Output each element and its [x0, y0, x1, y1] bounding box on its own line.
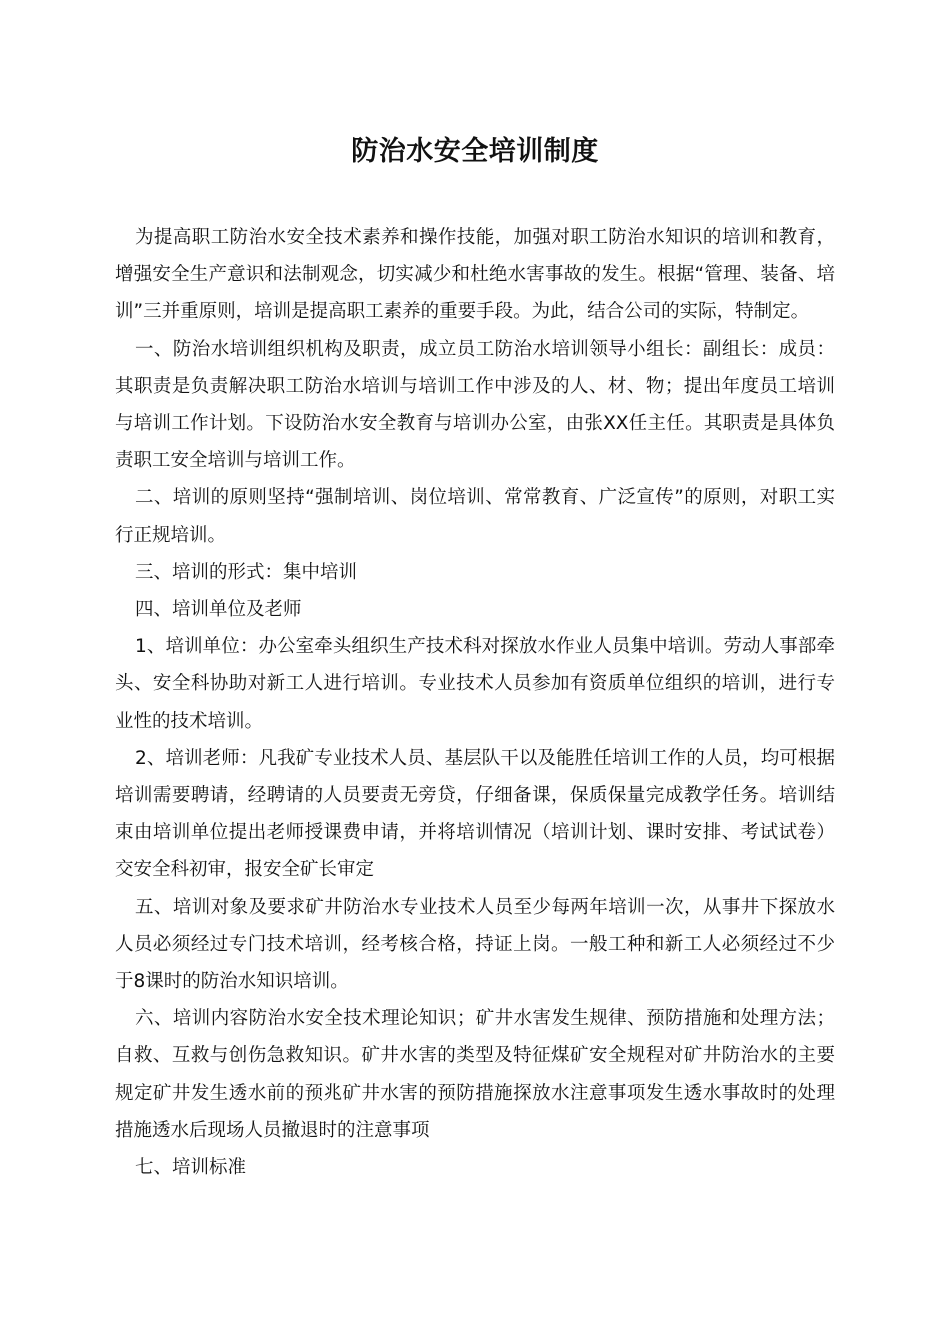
paragraph-section-4: 四、培训单位及老师: [135, 599, 302, 621]
paragraph-section-4-1: 1、培训单位：办公室牵头组织生产技术科对探放水作业人员集中培训。劳动人事部牵头、安全科协助对新工人进行培训。专业技术人员参加有资质单位组织的培训，进行专业性的技术培训。: [115, 636, 835, 732]
paragraph-section-3: 三、培训的形式：集中培训: [135, 561, 358, 583]
paragraph-section-4-2: 2、培训老师：凡我矿专业技术人员、基层队干以及能胜任培训工作的人员，均可根据培训需要聘请，经聘请的人员要责无旁贷，仔细备课，保质保量完成教学任务。培训结束由培训单位提出老师授课费申请，并将培训情况（培训计划、课时安排、考试试卷）交安全科初审，报安全矿长审定: [115, 747, 835, 881]
paragraph-section-6: 六、培训内容防治水安全技术理论知识；矿井水害发生规律、预防措施和处理方法；自救、互救与创伤急救知识。矿井水害的类型及特征煤矿安全规程对矿井防治水的主要规定矿井发生透水前的预兆矿井水害的预防措施探放水注意事项发生透水事故时的处理措施透水后现场人员撤退时的注意事项: [115, 1008, 835, 1141]
paragraph-section-5: 五、培训对象及要求矿井防治水专业技术人员至少每两年培训一次，从事井下探放水人员必须经过专门技术培训，经考核合格，持证上岗。一般工种和新工人必须经过不少于8课时的防治水知识培训。: [115, 896, 835, 993]
document-body: [115, 219, 835, 1186]
paragraph-section-1: 一、防治水培训组织机构及职责，成立员工防治水培训领导小组长：副组长：成员：其职责是负责解决职工防治水培训与培训工作中涉及的人、材、物；提出年度员工培训与培训工作计划。下设防治水安全教育与培训办公室，由张XX任主任。其职责是具体负责职工安全培训与培训工作。: [115, 338, 835, 472]
paragraph-section-7: 七、培训标准: [135, 1157, 247, 1179]
document-title: 防治水安全培训制度: [351, 136, 599, 167]
paragraph-section-2: 二、培训的原则坚持“强制培训、岗位培训、常常教育、广泛宣传”的原则，对职工实行正规培训。: [115, 487, 835, 546]
paragraph-intro: 为提高职工防治水安全技术素养和操作技能，加强对职工防治水知识的培训和教育，增强安全生产意识和法制观念，切实减少和杜绝水害事故的发生。根据“管理、装备、培训”三并重原则，培训是提高职工素养的重要手段。为此，结合公司的实际，特制定。: [115, 227, 835, 323]
